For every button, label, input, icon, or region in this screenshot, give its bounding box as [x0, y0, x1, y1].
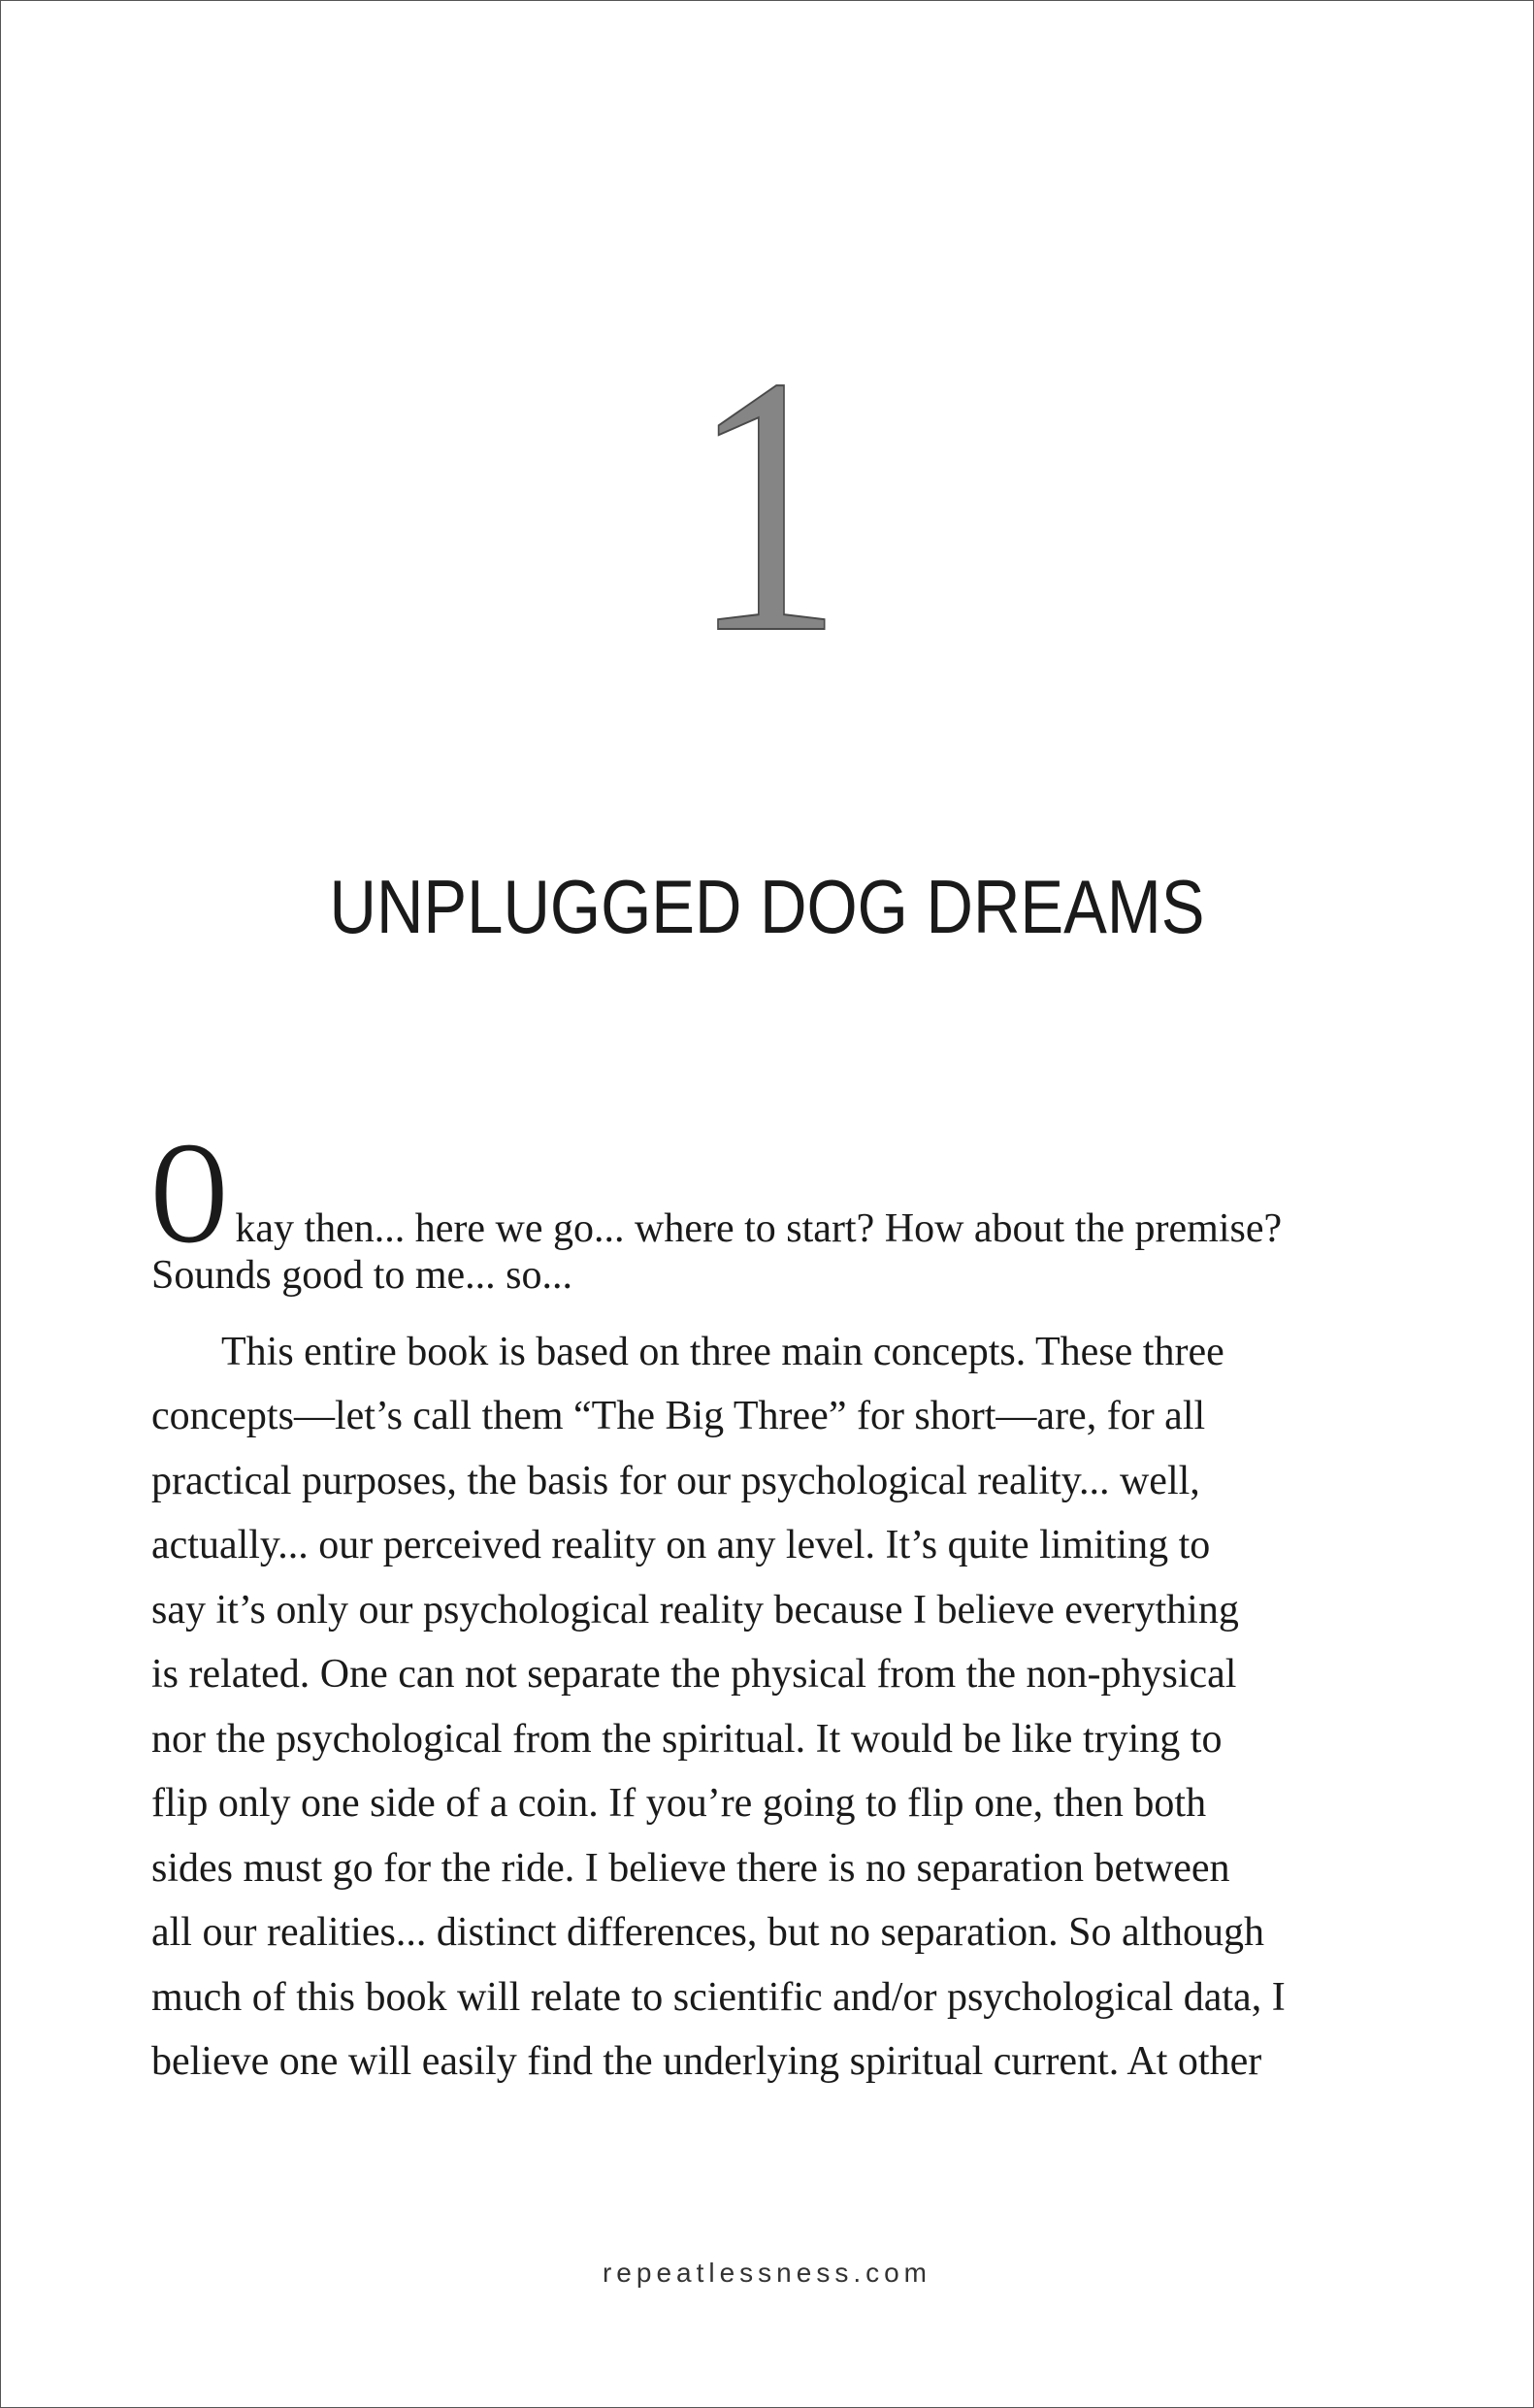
paragraph-2-line: nor the psychological from the spiritual. It would be like trying to [151, 1716, 1223, 1762]
drop-cap: O [151, 1112, 227, 1273]
paragraph-2-line: believe one will easily find the underlying spiritual current. At other [151, 2039, 1262, 2084]
footer-website: repeatlessness.com [602, 2258, 931, 2288]
paragraph-2-line: practical purposes, the basis for our psychological reality... well, [151, 1458, 1200, 1503]
paragraph-2-line: actually... our perceived reality on any level. It’s quite limiting to [151, 1523, 1211, 1567]
paragraph-2-line: flip only one side of a coin. If you’re going to flip one, then both [151, 1781, 1207, 1826]
paragraph-2-line: say it’s only our psychological reality because I believe everything [151, 1587, 1239, 1633]
paragraph-2-line: sides must go for the ride. I believe there is no separation between [151, 1845, 1230, 1891]
paragraph-1-line [151, 1112, 1413, 1273]
paragraph-gap [151, 1308, 1413, 1320]
paragraph-2-line: concepts—let’s call them “The Big Three” for short—are, for all [151, 1394, 1206, 1438]
paragraph-2-line: all our realities... distinct differences, but no separation. So although [151, 1910, 1264, 1955]
paragraph-2-line: This entire book is based on three main concepts. These three [221, 1329, 1224, 1374]
paragraph-2-line: much of this book will relate to scientific and/or psychological data, I [151, 1974, 1286, 2020]
paragraph-2-line: is related. One can not separate the physical from the non-physical [151, 1652, 1237, 1697]
paragraph-1-line-text: kay then... here we go... where to start? How about the premise? [235, 1206, 1283, 1251]
chapter-title: UNPLUGGED DOG DREAMS [329, 864, 1205, 949]
paragraph-1-line: Sounds good to me... so... [151, 1253, 573, 1298]
chapter-number: 1 [691, 301, 843, 709]
body-text [151, 1112, 1413, 2095]
